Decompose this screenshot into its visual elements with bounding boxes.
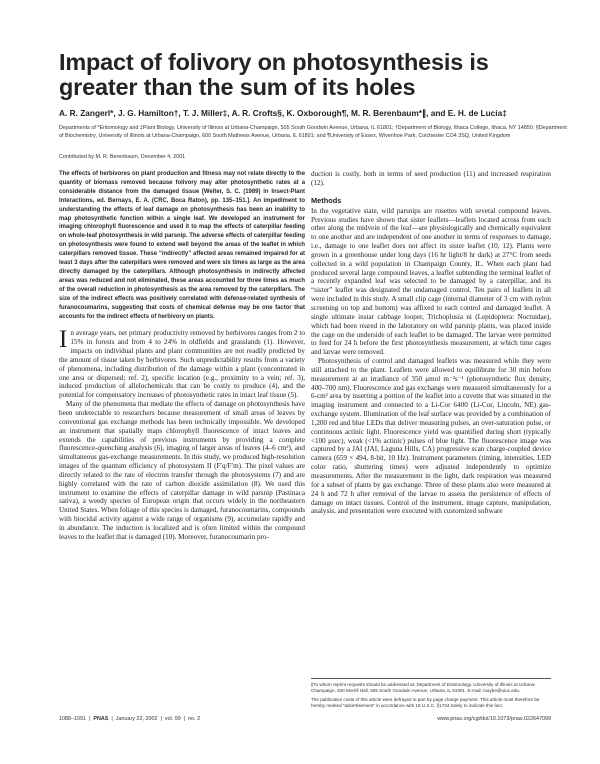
footer-date: January 22, 2002 [115, 716, 158, 722]
author-list: A. R. Zangerl*, J. G. Hamilton†, T. J. Miller‡, A. R. Crofts§, K. Oxborough¶, M. R. Berenbaum*∥, and E. H. de Lucia‡ [59, 108, 507, 118]
intro-paragraph-2-continued: duction is costly, both in terms of seed production (11) and increased respiration (12). [311, 170, 551, 187]
drop-cap: I [59, 326, 68, 354]
left-column [59, 170, 305, 542]
methods-paragraph-2: Photosynthesis of control and damaged leaflets was measured while they were still attached to the plant. Leaflets were allowed to equilibrate for 30 min before measurement at an irradiance of 350 μmol m⁻²s⁻¹ (photosynthetic flux density, 400–700 nm). Fluorescence and gas exchange were measured simultaneously for a 6-cm² area by inserting a portion of the leaflet into a cuvette that was situated in the imaging instrument and connected to a Li-Cor 6400 (Li-Cor, Lincoln, NE) gas-exchange system. Illumination of the leaf surface was provided by a combination of 1,200 red and blue LEDs that deliver measuring pulses, an over-saturation pulse, or continuous actinic light. Fluorescence yield was quantified during short (typically <100 μsec), weak (<1% actinic) pulses of blue light. The fluorescence image was captured by a JAI (JAI, Laguna Hills, CA) progressive scan charge-coupled device camera (659 × 494, 8-bit, 10 Hz). Instrument parameters (timing, intensities, LED color ratio, shuttering times) were adjusted independently to optimize measurements. After the measurement in the light, dark respiration was measured for a subset of plants by gas exchange. Three of these plants also were measured at 24 h and 72 h after removal of the larvae to assess the persistence of effects of damage on intact tissues. Control of the instrument, image capture, manipulation, analysis, and presentation were executed with customized software [311, 357, 551, 516]
intro-paragraph-2: Many of the phenomena that mediate the effects of damage on photosynthesis have been undetectable to researchers because measurement of small areas of leaves by conventional gas exchange methods has been technically impossible. We developed an instrument that spatially maps chlorophyll fluorescence of intact leaves and extends the capabilities of previous instruments by providing a complete fluorescence-quenching analysis (6), imaging of larger areas of leaves (4–6 cm²), and simultaneous gas-exchange measurements. In this study, we produced high-resolution images of the quantum efficiency of photosystem II (F′q/F′m). The pixel values are directly related to the rate of electron transfer through the photosystems (7) and are highly correlated with the rate of carbon dioxide assimilation (8). We used this instrument to examine the effects of caterpillar damage in wild parsnip (Pastinaca sativa), a weedy species of European origin that occurs widely in the northeastern United States. When foliage of this species is damaged, furanocoumarins, compounds with biocidal activity against a wide range of organisms (9), accumulate rapidly and in abundance. The induction is localized and is often limited within the compound leaves to the leaflet that is damaged (10). Moreover, furanocoumarin pro- [59, 400, 305, 541]
methods-section [311, 207, 551, 517]
intro-paragraph-1 [59, 326, 305, 400]
footer-issue: no. 2 [188, 716, 201, 722]
intro-continuation [311, 170, 551, 188]
correspondence-footnote: ∥To whom reprint requests should be addressed at: Department of Entomology, University of Illinois at Urbana-Champaign, 320 Morrill Hall, 505 South Goodwin Avenue, Urbana, IL 61801. E-mail: maybe@uiuc.edu. [311, 682, 536, 693]
intro-paragraph-1-text: n average years, net primary productivity removed by herbivores ranges from 2 to 15% in forests and from 4 to 24% in oldfields and grasslands (1). However, impacts on individual plants and plant communities are not readily predicted by the amount of tissue taken by herbivores. Such unpredictability results from a variety of phenomena, including distribution of the damage within a plant (concentrated in one area or dispersed; ref. 2), specific location (e.g., proximity to a vein; ref. 3), induced production of allelochemicals that can be costly to produce (4), and the potential for compensatory increases of photosynthetic rates in intact leaf tissue (5). [59, 329, 305, 400]
footer-volume: vol. 99 [164, 716, 181, 722]
methods-paragraph-1: In the vegetative state, wild parsnips are rosettes with several compound leaves. Previous studies have shown that sister leaflets—leaflets located across from each other along the midvein of the leaf—are physiologically and chemically equivalent to one another and are independent of one another in terms of responses to damage, i.e., damage to one leaflet does not affect its sister leaflet (10, 12). Plants were grown in a greenhouse under long days (16 hr light/8 hr dark) at 27°C from seeds collected in a wild population in Champaign County, IL. When each plant had produced several large compound leaves, a leaflet subtending the terminal leaflet of a recently expanded leaf was selected to be damaged by a caterpillar, and its “sister” leaflet was designated the undamaged control. Ten pairs of leaflets in all were included in this study. A small clip cage (internal diameter of 3 cm with nylon screening on top and bottom) was affixed to each control and damaged leaflet. A single ultimate instar cabbage looper, Trichoplusia ni (Lepidoptera: Noctuidae), which had been reared in the laboratory on wild parsnip plants, was placed inside the cage on the underside of each leaflet to be damaged. The larvae were permitted to feed for 24 h before the first photosynthesis measurement, at which time cages and larvae were removed. [311, 206, 551, 357]
footer-doi-link[interactable]: www.pnas.org/cgi/doi/10.1073/pnas.022647099 [437, 716, 551, 722]
footer-pages: 1088–1091 [59, 716, 86, 722]
publication-cost-footnote: The publication costs of this article were defrayed in part by page charge payment. This article must therefore be hereby marked “advertisement” in accordance with 18 U.S.C. §1734 solely to indicate this fact. [311, 697, 540, 708]
footer-citation: 1088–1091 | PNAS | January 22, 2002 | vol. 99 | no. 2 [59, 716, 201, 722]
abstract: The effects of herbivores on plant production and fitness may not relate directly to the quantity of biomass removed because folivory may alter photosynthetic rates at a considerable distance from the damaged tissue [Welter, S. C. (1989) in Insect-Plant Interactions, ed. Bernays, E. A. (CRC, Boca Raton), pp. 135–151.]. An impediment to understanding the effects of leaf damage on photosynthesis has been an inability to map photosynthetic function within a single leaf. We developed an instrument for imaging chlorophyll fluorescence and used it to map the effects of caterpillar feeding on whole-leaf photosynthesis in wild parsnip. The adverse effects of caterpillar feeding on photosynthesis were found to extend well beyond the areas of the leaflet in which caterpillars removed tissue. These “indirectly” affected areas remained impaired for at least 3 days after the caterpillars were removed and were six times as large as the area directly damaged by the caterpillars. Although photosynthesis in indirectly affected areas was reduced and not eliminated, these areas accounted for three times as much of the overall reduction in photosynthesis as the area removed by the caterpillars. The size of the indirect effects was positively correlated with defense-related synthesis of furanocoumarins, suggesting that costs of chemical defense may be one factor that accounts for the indirect effects of herbivory on plants. [59, 171, 305, 320]
affiliations: Departments of *Entomology and ‡Plant Biology, University of Illinois at Urbana-Champaign, 505 South Goodwin Avenue, Urbana, IL 61801; †Department of Biology, Ithaca College, Ithaca, NY 14850; §Department of Biochemistry, University of Illinois at Urbana-Champaign, 600 South Mathews Avenue, Urbana, IL 61801; and ¶University of Essex, Wivenhoe Park, Colchester CO4 3SQ, United Kingdom [59, 125, 567, 139]
contributed-by: Contributed by M. R. Berenbaum, December 4, 2001 [59, 154, 186, 160]
methods-heading: Methods [311, 195, 342, 205]
footer-journal: PNAS [93, 716, 109, 722]
paper-title: Impact of folivory on photosynthesis is greater than the sum of its holes [59, 49, 489, 100]
footnotes [311, 678, 551, 712]
right-column [311, 170, 551, 516]
introduction [59, 326, 305, 541]
